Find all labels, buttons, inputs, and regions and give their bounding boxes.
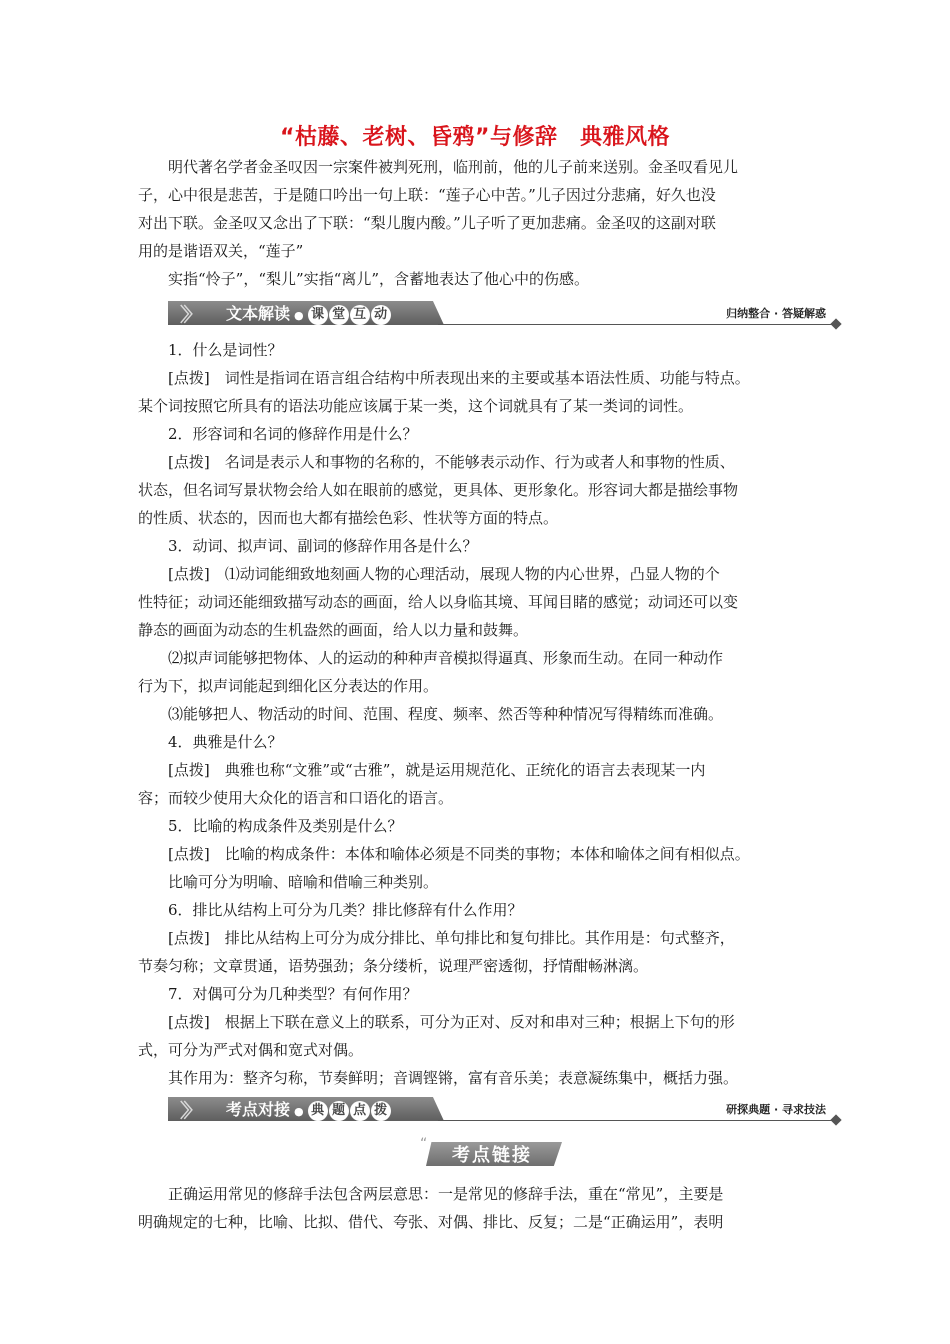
question-6: 6．排比从结构上可分为几类？排比修辞有什么作用？ <box>168 901 523 919</box>
outro-section <box>138 1180 818 1236</box>
banner-title-left: 考点对接 <box>226 1100 291 1119</box>
banner-subtitle: 归纳整合 · 答疑解惑 <box>726 307 826 320</box>
answer-line: 静态的画面为动态的生机盎然的画面，给人以力量和鼓舞。 <box>138 621 529 639</box>
intro-line: 实指“怜子”，“梨儿”实指“离儿”，含蓄地表达了他心中的伤感。 <box>168 270 590 288</box>
banner-title <box>226 301 392 325</box>
intro-section <box>138 153 818 293</box>
double-chevron-icon: 〉〉 <box>180 304 197 326</box>
double-chevron-icon: 〉〉 <box>180 1100 197 1122</box>
answer-line: [点拨] 比喻的构成条件：本体和喻体必须是不同类的事物；本体和喻体之间有相似点。 <box>168 845 750 863</box>
answer-line: [点拨] 典雅也称“文雅”或“古雅”，就是运用规范化、正统化的语言去表现某一内 <box>168 761 706 779</box>
banner-rule <box>438 1120 834 1121</box>
answer-line: [点拨] 名词是表示人和事物的名称的，不能够表示动作、行为或者人和事物的性质、 <box>168 453 735 471</box>
answer-line: ⑶能够把人、物活动的时间、范围、程度、频率、然否等种种情况写得精练而准确。 <box>168 705 724 723</box>
banner-circle-char: 互 <box>350 305 370 325</box>
banner-circle-char: 点 <box>350 1101 370 1121</box>
dot-separator-icon: ● <box>294 1105 304 1118</box>
question-7: 7．对偶可分为几种类型？有何作用？ <box>168 985 418 1003</box>
answer-line: [点拨] 根据上下联在意义上的联系，可分为正对、反对和串对三种；根据上下句的形 <box>168 1013 735 1031</box>
question-3: 3．动词、拟声词、副词的修辞作用各是什么？ <box>168 537 478 555</box>
banner-circle-char: 动 <box>371 305 391 325</box>
section-banner-exam-points <box>168 1094 840 1124</box>
intro-line: 明代著名学者金圣叹因一宗案件被判死刑，临刑前，他的儿子前来送别。金圣叹看见儿 <box>168 158 739 176</box>
answer-line: [点拨] ⑴动词能细致地刻画人物的心理活动，展现人物的内心世界，凸显人物的个 <box>168 565 720 583</box>
answer-line: 比喻可分为明喻、暗喻和借喻三种类别。 <box>168 873 439 891</box>
answer-line: 的性质、状态的，因而也大都有描绘色彩、性状等方面的特点。 <box>138 509 559 527</box>
answer-line: 式，可分为严式对偶和宽式对偶。 <box>138 1041 364 1059</box>
question-1: 1．什么是词性？ <box>168 341 283 359</box>
answer-line: [点拨] 词性是指词在语言组合结构中所表现出来的主要或基本语法性质、功能与特点。 <box>168 369 750 387</box>
answer-line: 性特征；动词还能细致描写动态的画面，给人以身临其境、耳闻目睹的感觉；动词还可以变 <box>138 593 739 611</box>
banner-circle-char: 课 <box>308 305 328 325</box>
answer-line: 行为下，拟声词能起到细化区分表达的作用。 <box>138 677 439 695</box>
question-2: 2．形容词和名词的修辞作用是什么？ <box>168 425 418 443</box>
banner-rule <box>438 324 834 325</box>
section-banner-text-reading <box>168 298 840 328</box>
intro-line: 对出下联。金圣叹又念出了下联：“梨儿腹内酸。”儿子听了更加悲痛。金圣叹的这副对联 <box>138 214 716 232</box>
banner-title <box>226 1097 392 1121</box>
qa-section <box>138 336 818 1092</box>
answer-line: 状态，但名词写景状物会给人如在眼前的感觉，更具体、更形象化。形容词大都是描绘事物 <box>138 481 739 499</box>
answer-line: 容；而较少使用大众化的语言和口语化的语言。 <box>138 789 454 807</box>
outro-line: 正确运用常见的修辞手法包含两层意思：一是常见的修辞手法，重在“常见”，主要是 <box>168 1185 724 1203</box>
banner-circle-char: 题 <box>329 1101 349 1121</box>
answer-line: [点拨] 排比从结构上可分为成分排比、单句排比和复句排比。其作用是：句式整齐， <box>168 929 735 947</box>
outro-line: 明确规定的七种，比喻、比拟、借代、夸张、对偶、排比、反复；二是“正确运用”，表明 <box>138 1213 724 1231</box>
banner-circle-char: 拨 <box>371 1101 391 1121</box>
banner-title-left: 文本解读 <box>226 304 291 323</box>
answer-line: 其作用为：整齐匀称，节奏鲜明；音调铿锵，富有音乐美；表意凝练集中，概括力强。 <box>168 1069 739 1087</box>
dot-separator-icon: ● <box>294 309 304 322</box>
intro-line: 用的是谐语双关，“莲子” <box>138 242 304 260</box>
answer-line: 节奏匀称；文章贯通，语势强劲；条分缕析，说理严密透彻，抒情酣畅淋漓。 <box>138 957 649 975</box>
tag-label: 考点链接 <box>452 1145 532 1166</box>
answer-line: 某个词按照它所具有的语法功能应该属于某一类，这个词就具有了某一类词的词性。 <box>138 397 694 415</box>
diamond-icon <box>830 1114 841 1125</box>
intro-line: 子，心中很是悲苦，于是随口吟出一句上联：“莲子心中苦。”儿子因过分悲痛，好久也没 <box>138 186 716 204</box>
exam-link-tag <box>418 1138 566 1168</box>
question-4: 4．典雅是什么？ <box>168 733 283 751</box>
quote-mark-icon: “ <box>420 1136 428 1152</box>
page-title: “枯藤、老树、昏鸦”与修辞 典雅风格 <box>280 125 670 150</box>
answer-line: ⑵拟声词能够把物体、人的运动的种种声音模拟得逼真、形象而生动。在同一种动作 <box>168 649 724 667</box>
question-5: 5．比喻的构成条件及类别是什么？ <box>168 817 403 835</box>
banner-circle-char: 典 <box>308 1101 328 1121</box>
diamond-icon <box>830 318 841 329</box>
banner-subtitle: 研探典题 · 寻求技法 <box>726 1103 826 1116</box>
banner-circle-char: 堂 <box>329 305 349 325</box>
